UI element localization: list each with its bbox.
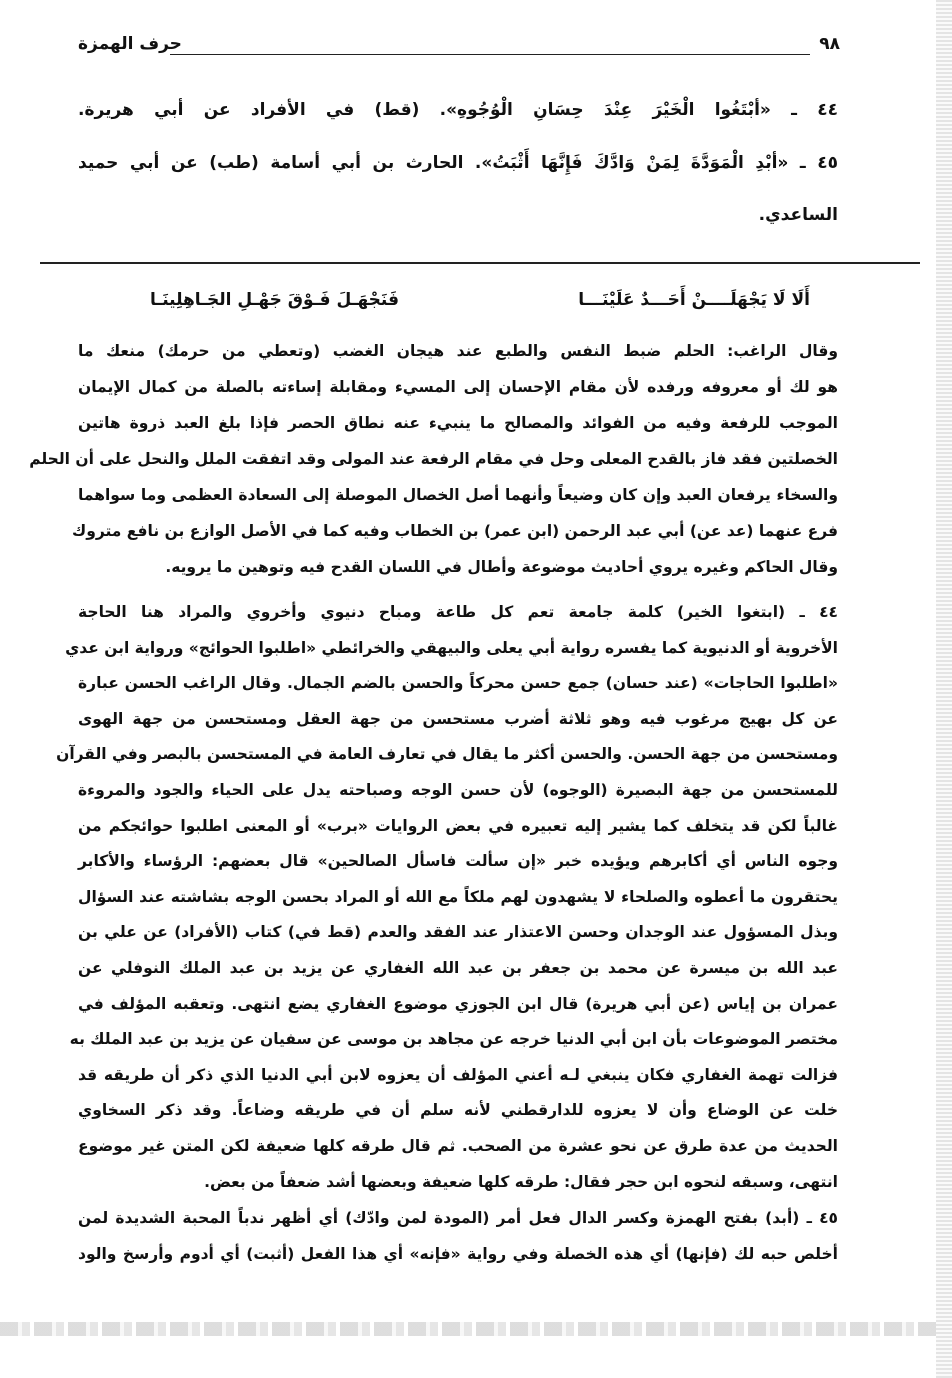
commentary-line: الخصلتين فقد فاز بالقدح المعلى وحل في مقام الرفعة عند المولى وقد اتفقت الملل والنحل على أن الحلم <box>29 450 838 468</box>
commentary-line: ٤٤ ـ (ابتغوا الخير) كلمة جامعة تعم كل طاعة ومباح دنيوي وأخروي والمراد هنا الحاجة <box>78 603 838 621</box>
commentary-line: الموجب للرفعة وفيه من الفوائد والمصالح ما ينبيء عنه نطاق الحصر فإذا بلغ العبد ذروة هاتين <box>78 414 838 432</box>
hadith-line: ٤٥ ـ «أبْدِ الْمَوَدَّةَ لِمَنْ وَادَّكَ فَإِنَّهَا أَثْبَتُ». الحارث بن أبي أسامة (طب) عن أبي حميد <box>78 153 838 173</box>
commentary-line: ٤٥ ـ (أبد) بفتح الهمزة وكسر الدال فعل أمر (المودة لمن وادّك) أي أظهر ندباً المحبة الشديدة لمن <box>78 1209 838 1227</box>
commentary-line: هو لك أو معروفه ورفده لأن مقام الإحسان إلى المسيء ومقابلة إساءته بالصلة من كمال الإيمان <box>78 378 838 396</box>
commentary-line: للمستحسن من جهة البصيرة (الوجوه) لأن حسن الوجه وصباحته يدل على الحياء والجود والمروءة <box>78 781 838 799</box>
page-header <box>78 34 840 58</box>
hadith-line: الساعدي. <box>758 205 838 225</box>
commentary-line: عبد الله بن ميسرة عن محمد بن جعفر بن عبد الله الغفاري عن يزيد بن عبد الملك النوفلي عن <box>78 959 838 977</box>
commentary-line: الأخروية أو الدنيوية كما يفسره رواية أبي يعلى والبيهقي والخرائطي «اطلبوا الحوائج» ورواية ابن عدي <box>65 638 838 657</box>
footnote-separator <box>40 262 920 264</box>
poem-hemistich: فَنَجْهَـلَ فَـوْقَ جَهْـلِ الجَـاهِلِينَـا <box>150 290 399 310</box>
commentary-line: ومستحسن من جهة الحسن. والحسن أكثر ما يقال في تعارف العامة في المستحسن بالبصر وفي القرآن <box>56 745 838 764</box>
commentary-line: انتهى، وسبقه لنحوه ابن حجر فقال: طرقه كلها ضعيفة وبعضها أشد ضعفاً من بعض. <box>204 1172 838 1191</box>
poem-verse <box>150 290 810 310</box>
scan-bottom-band <box>0 1322 936 1336</box>
commentary-line: عمران بن إياس (عن أبي هريرة) قال ابن الجوزي موضوع الغفاري يضع انتهى. وتعقبه المؤلف في <box>78 994 838 1013</box>
hadith-line: ٤٤ ـ «أبْتَغُوا الْخَيْرَ عِنْدَ حِسَانِ الْوُجُوهِ». (قط) في الأفراد عن أبي هريرة. <box>78 100 838 120</box>
commentary-line: وبذل المسؤول عند الوجدان وحسن الاعتذار عند الفقد والعدم (قط في) كتاب (الأفراد) عن علي بن <box>78 923 838 942</box>
commentary-line: «اطلبوا الحاجات» (عند حسان) جمع حسن محركاً والحسن بالضم الجمال. وقال الراغب الحسن عبارة <box>78 674 838 693</box>
commentary-line: مختصر الموضوعات بأن ابن أبي الدنيا خرجه عن مجاهد بن موسى عن سفيان عن يزيد بن عبد الملك به <box>69 1030 838 1049</box>
commentary-line: فزالت تهمة الغفاري فكان ينبغي لـه أعني المؤلف أن يعزوه لابن أبي الدنيا الذي ذكر أن طريقه قد <box>78 1065 838 1084</box>
page-number: ٩٨ <box>819 34 840 54</box>
commentary-line: يحتقرون ما أعطوه والصلحاء لا يشهدون لهم ملكاً مع الله أو المراد بحسن الوجه بشاشته عند السؤال <box>78 887 838 906</box>
running-title: حرف الهمزة <box>78 34 182 54</box>
commentary-line: أخلص حبه لك (فإنها) أي هذه الخصلة وفي رواية «فإنه» أي هذا الفعل (أثبت) أي أدوم وأرسخ والود <box>78 1245 838 1263</box>
commentary-line: الحديث من عدة طرق عن نحو عشرة من الصحب. ثم قال طرقه كلها ضعيفة لكن المتن غير موضوع <box>78 1137 838 1155</box>
commentary-line: وقال الحاكم وغيره يروي أحاديث موضوعة وأطال في اللسان القدح فيه وتوهين ما يرويه. <box>165 558 838 576</box>
commentary-line: وجوه الناس أي أكابرهم ويؤيده خبر «إن سألت فاسأل الصالحين» قال بعضهم: الرؤساء والأكابر <box>78 852 838 871</box>
commentary-line: عن كل بهيج مرغوب فيه وهو ثلاثة أضرب مستحسن من جهة العقل ومستحسن من جهة الهوى <box>78 709 838 728</box>
commentary-line: غالباً لكن قد يتخلف كما يشير إليه تعبيره في بعض الروايات «برب» أو المعنى اطلبوا حوائجكم من <box>78 816 838 835</box>
commentary-line: خلت عن الوضاع وأن لا يعزوه للدارقطني لأنه سلم أن في طريقه وضاعاً. وقد ذكر السخاوي <box>78 1101 838 1120</box>
commentary-line: والسخاء يرفعان العبد وإن كان وضيعاً وأنهما أصل الخصال الموصلة إلى السعادة العظمى وما سواهما <box>78 486 838 504</box>
scan-edge <box>936 0 952 1378</box>
commentary-line: فرع عنهما (عد عن) أبي عبد الرحمن (ابن عمر) بن الخطاب وفيه كما في الأصل الوازع بن نافع متروك <box>72 522 838 540</box>
commentary-line: وقال الراغب: الحلم ضبط النفس والطبع عند هيجان الغضب (وتعطي من حرمك) منعك ما <box>78 342 838 360</box>
header-rule <box>170 54 810 55</box>
poem-hemistich: أَلَا لَا يَجْهَلَــــنْ أَحَـــدٌ عَلَيْنَـــا <box>578 290 810 310</box>
